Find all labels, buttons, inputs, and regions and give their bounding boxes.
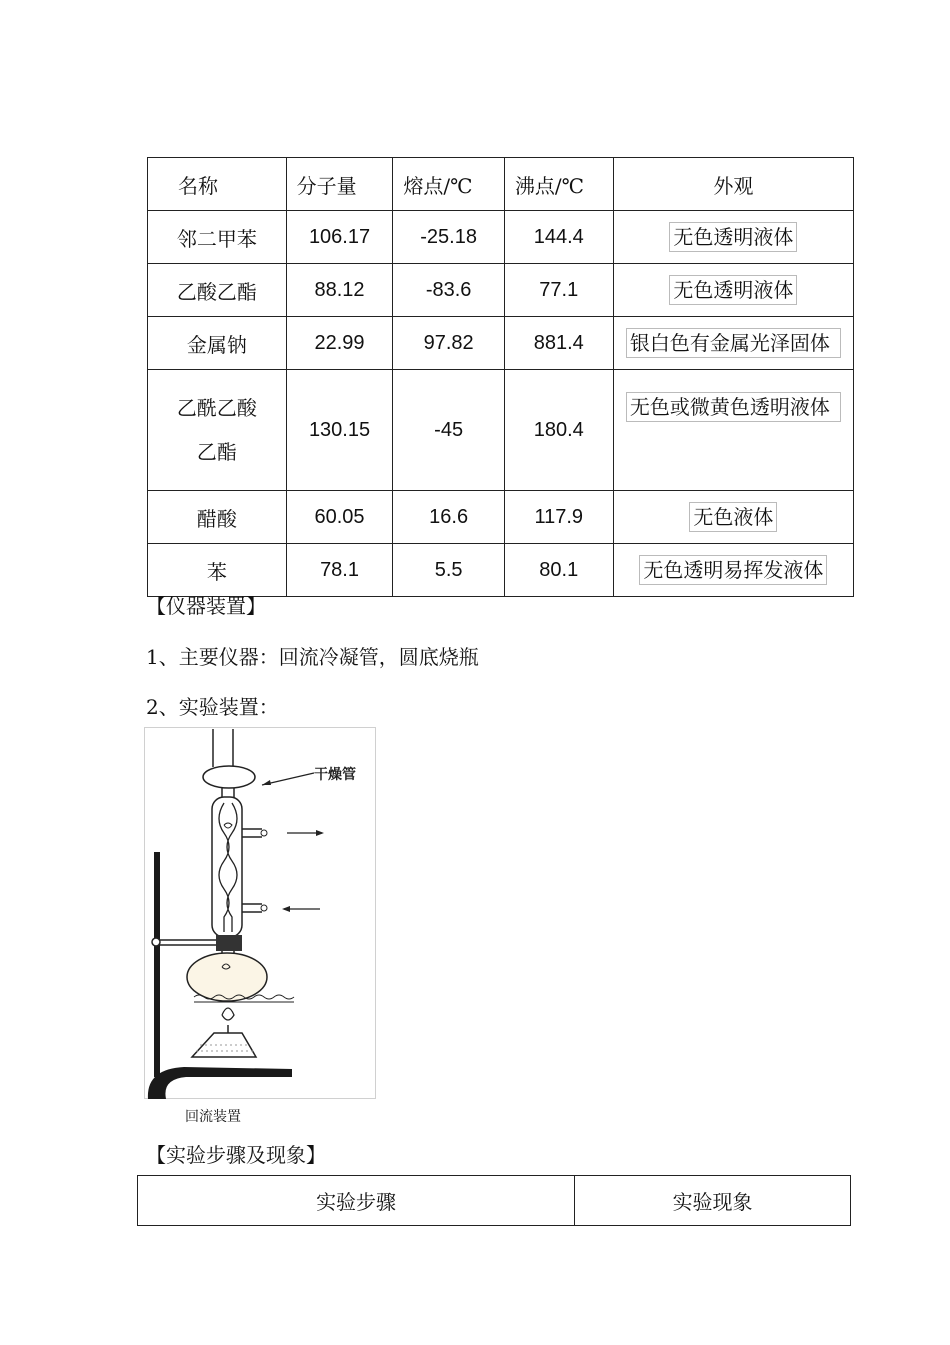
cell-mp: -25.18 (393, 211, 504, 264)
cell-name (148, 370, 287, 491)
cell-name: 苯 (148, 544, 287, 597)
header-mp: 熔点/℃ (393, 158, 504, 211)
cell-name-line2: 乙酯 (196, 440, 237, 464)
table-row (148, 544, 854, 597)
cell-name: 醋酸 (148, 491, 287, 544)
appearance-text: 无色液体 (689, 502, 777, 532)
header-bp: 沸点/℃ (504, 158, 613, 211)
cell-mp: 5.5 (393, 544, 504, 597)
cell-appearance (613, 491, 853, 544)
table-row (148, 264, 854, 317)
cell-mw: 22.99 (286, 317, 393, 370)
cell-appearance (613, 370, 853, 491)
table-row (148, 317, 854, 370)
main-instruments-text: 1、主要仪器：回流冷凝管，圆底烧瓶 (146, 645, 479, 669)
cell-mp: 16.6 (393, 491, 504, 544)
cell-mw: 106.17 (286, 211, 393, 264)
header-steps: 实验步骤 (138, 1176, 575, 1226)
table-header-row (138, 1176, 851, 1226)
drying-tube-bulb (203, 766, 255, 788)
drying-tube-label: 干燥管 (314, 767, 356, 783)
cell-appearance (613, 211, 853, 264)
cell-name: 乙酸乙酯 (148, 264, 287, 317)
figure-caption: 回流装置 (185, 1109, 241, 1125)
cell-appearance (613, 317, 853, 370)
steps-table (137, 1175, 851, 1226)
cell-name: 邻二甲苯 (148, 211, 287, 264)
cell-appearance (613, 544, 853, 597)
section-apparatus-heading: 【仪器装置】 (146, 594, 266, 618)
figure-frame (145, 728, 376, 1099)
appearance-text: 无色透明液体 (669, 275, 797, 305)
cell-name-line1: 乙酰乙酸 (176, 396, 257, 420)
appearance-text: 无色透明易挥发液体 (639, 555, 827, 585)
clamp-knob (152, 938, 160, 946)
cell-mp: 97.82 (393, 317, 504, 370)
cell-mw: 60.05 (286, 491, 393, 544)
round-bottom-flask (187, 953, 267, 1001)
cell-bp: 77.1 (504, 264, 613, 317)
cell-bp: 117.9 (504, 491, 613, 544)
cell-bp: 144.4 (504, 211, 613, 264)
header-name: 名称 (148, 158, 287, 211)
cell-mw: 130.15 (286, 370, 393, 491)
cell-bp: 881.4 (504, 317, 613, 370)
cell-mw: 78.1 (286, 544, 393, 597)
clamp-jaw (216, 935, 242, 951)
section-steps-heading: 【实验步骤及现象】 (146, 1143, 326, 1167)
cell-name: 金属钠 (148, 317, 287, 370)
table-row (148, 370, 854, 491)
cell-bp: 180.4 (504, 370, 613, 491)
header-observations: 实验现象 (575, 1176, 851, 1226)
header-mw: 分子量 (286, 158, 393, 211)
cell-mw: 88.12 (286, 264, 393, 317)
header-appearance: 外观 (613, 158, 853, 211)
cell-mp: -83.6 (393, 264, 504, 317)
setup-label: 2、实验装置： (146, 695, 279, 719)
reflux-apparatus-diagram (144, 727, 376, 1099)
table-header-row (148, 158, 854, 211)
cell-appearance (613, 264, 853, 317)
cell-mp: -45 (393, 370, 504, 491)
appearance-text: 银白色有金属光泽固体 (626, 328, 841, 358)
appearance-text: 无色或微黄色透明液体 (626, 392, 841, 422)
table-row (148, 491, 854, 544)
cell-bp: 80.1 (504, 544, 613, 597)
appearance-text: 无色透明液体 (669, 222, 797, 252)
properties-table (147, 157, 854, 597)
stand-rod (154, 852, 160, 1077)
table-row (148, 211, 854, 264)
